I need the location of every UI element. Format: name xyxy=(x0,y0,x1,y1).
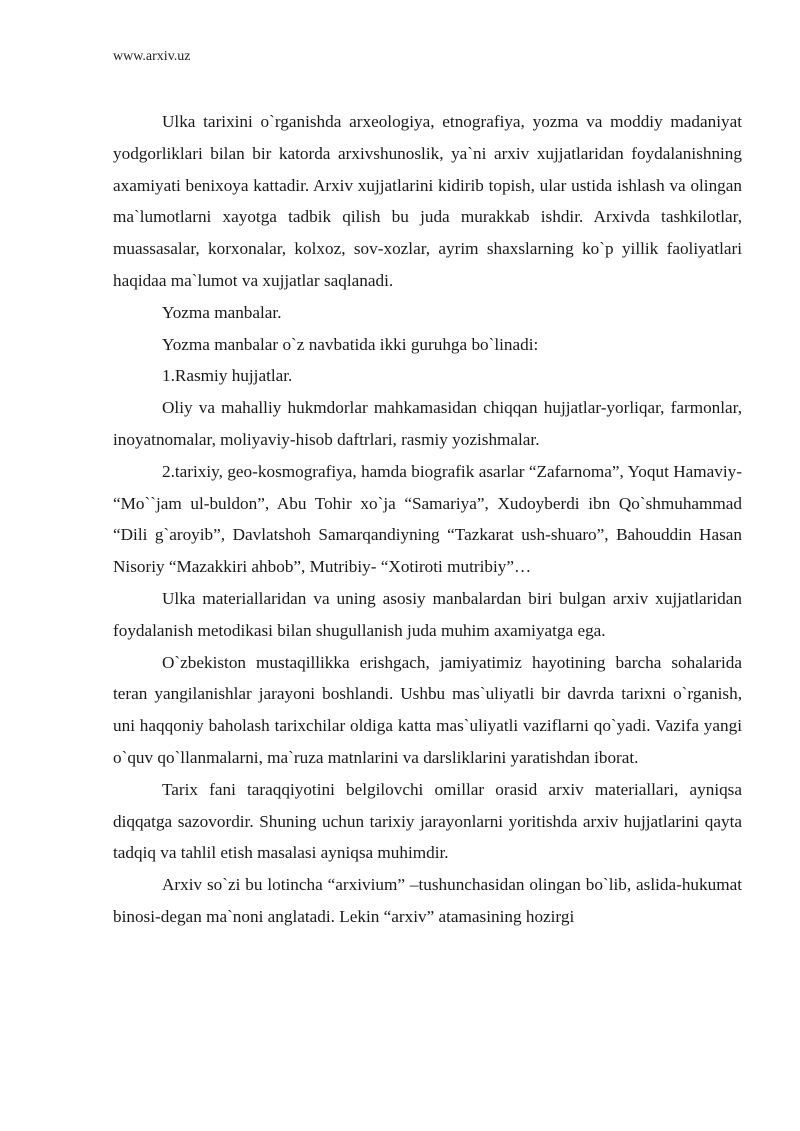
paragraph-tarixiy-asarlar: 2.tarixiy, geo-kosmografiya, hamda biografik asarlar “Zafarnoma”, Yoqut Hamaviy- “Mo``jam ul-buldon”, Abu Tohir xo`ja “Samariya”, Xudoyberdi ibn Qo`shmuhammad “Dili g`aroyib”, Davlatshoh Samarqandiyning “Tazkarat ush-shuaro”, Bahouddin Hasan Nisoriy “Mazakkiri ahbob”, Mutribiy- “Xotiroti mutribiy”… xyxy=(113,461,742,577)
paragraph-metodika: Ulka materiallaridan va uning asosiy manbalardan biri bulgan arxiv xujjatlaridan foydalanish metodikasi bilan shugullanish juda muhim axamiyatga ega. xyxy=(113,588,742,640)
paragraph-hukmdorlar: Oliy va mahalliy hukmdorlar mahkamasidan chiqqan hujjatlar-yorliqar, farmonlar, inoyatnomalar, moliyaviy-hisob daftrlari, rasmiy yozishmalar. xyxy=(113,398,742,449)
paragraph-mustaqillik: O`zbekiston mustaqillikka erishgach, jamiyatimiz hayotining barcha sohalarida teran yangilanishlar jarayoni boshlandi. Ushbu mas`uliyatli bir davrda tarixni o`rganish, uni haqqoniy baholash tarixchilar oldiga katta mas`uliyatli vaziflarni qo`yadi. Vazifa yangi o`quv qo`llanmalarni, ma`ruza matnlarini va darsliklarini yaratishdan iborat. xyxy=(113,652,742,767)
paragraph-yozma-manbalar: Yozma manbalar. xyxy=(162,302,282,322)
site-header-url: www.arxiv.uz xyxy=(113,49,191,64)
paragraph-intro: Ulka tarixini o`rganishda arxeologiya, etnografiya, yozma va moddiy madaniyat yodgorliklari bilan bir katorda arxivshunoslik, ya`ni arxiv xujjatlaridan foydalanishning axamiyati benixoya kattadir. Arxiv xujjatlarini kidirib topish, ular ustida ishlash va olingan ma`lumotlarni xayotga tadbik qilish bu juda murakkab ishdir. Arxivda tashkilotlar, muassasalar, korxonalar, kolxoz, sov-xozlar, ayrim shaxslarning ko`p yillik faoliyatlari haqidaa ma`lumot va xujjatlar saqlanadi. xyxy=(113,112,742,290)
paragraph-arxiv-sozi: Arxiv so`zi bu lotincha “arxivium” –tushunchasidan olingan bo`lib, aslida-hukumat binosi-degan ma`noni anglatadi. Lekin “arxiv” atamasining hozirgi xyxy=(113,875,742,926)
document-body xyxy=(113,106,742,933)
paragraph-rasmiy-hujjatlar: 1.Rasmiy hujjatlar. xyxy=(162,366,293,386)
paragraph-guruhlar: Yozma manbalar o`z navbatida ikki guruhga bo`linadi: xyxy=(162,334,539,354)
paragraph-arxiv-materiallari: Tarix fani taraqqiyotini belgilovchi omillar orasid arxiv materiallari, ayniqsa diqqatga sazovordir. Shuning uchun tarixiy jarayonlarni yoritishda arxiv hujjatlarini qayta tadqiq va tahlil etish masalasi ayniqsa muhimdir. xyxy=(113,779,742,863)
